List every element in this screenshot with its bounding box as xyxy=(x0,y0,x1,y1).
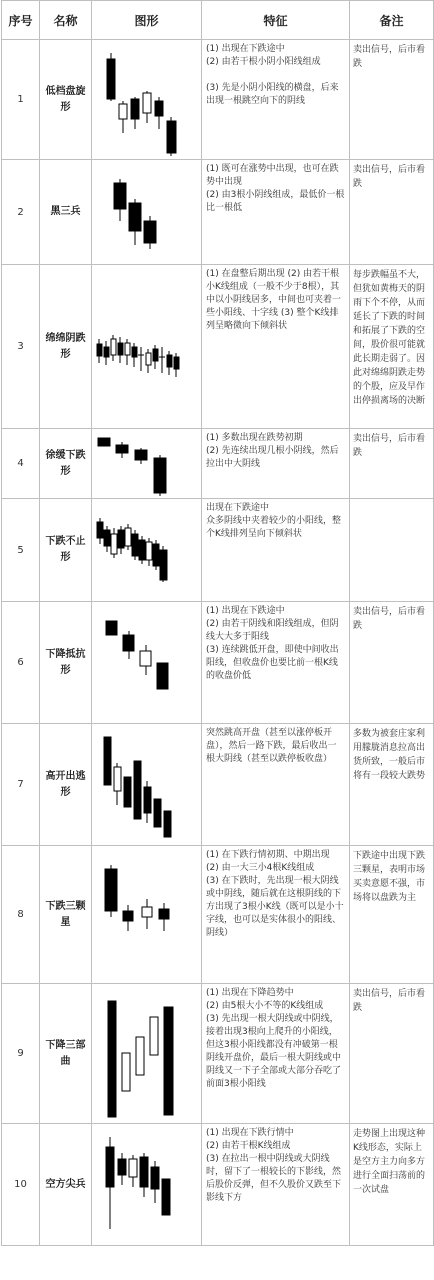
row-number: 9 xyxy=(2,984,40,1124)
table-row xyxy=(2,429,434,499)
candle-chart-three-stars-decline xyxy=(92,847,202,983)
pattern-figure xyxy=(92,1124,202,1246)
pattern-name: 绵绵阴跌 形 xyxy=(40,265,92,429)
pattern-name: 下降三部 曲 xyxy=(40,984,92,1124)
pattern-feature: (1) 出现在下跌途中 (2) 由若干根小阴小阳线组成 (3) 先是小阴小阳线的横盘，后来出现一根跳空向下的阴线 xyxy=(202,40,350,160)
pattern-figure xyxy=(92,429,202,499)
pattern-name: 徐缓下跌 形 xyxy=(40,429,92,499)
pattern-name: 空方尖兵 xyxy=(40,1124,92,1246)
row-number: 1 xyxy=(2,40,40,160)
candlestick-pattern-table xyxy=(1,0,434,1246)
pattern-figure xyxy=(92,724,202,846)
row-number: 8 xyxy=(2,846,40,984)
header-feature: 特征 xyxy=(202,1,350,40)
pattern-note: 多数为被套庄家利用朦胧消息拉高出货所致，一般后市将有一段较大跌势 xyxy=(350,724,434,846)
row-number: 4 xyxy=(2,429,40,499)
pattern-feature: 突然跳高开盘（甚至以涨停板开盘），然后一路下跌，最后收出一根大阴线（甚至以跌停板收盘） xyxy=(202,724,350,846)
pattern-note: 卖出信号，后市看跌 xyxy=(350,602,434,724)
pattern-feature: (1) 出现在下跌行情中 (2) 由若干根K线组成 (3) 在拉出一根中阴线或大阴线时，留下了一根较长的下影线，然后股价反弹，但不久股价又跌至下影线下方 xyxy=(202,1124,350,1246)
table-row xyxy=(2,984,434,1124)
pattern-feature: (1) 出现在下降趋势中 (2) 由5根大小不等的K线组成 (3) 先出现一根大阴线或中阴线，接着出现3根向上爬升的小阳线，但这3根小阳线都没有冲破第一根阴线开盘价，最后一根大阴线或中阴线又一下子全部或大部分吞吃了前面3根小阳线 xyxy=(202,984,350,1124)
candle-chart-downward-resistance xyxy=(92,603,202,723)
table-row xyxy=(2,724,434,846)
pattern-note: 卖出信号，后市看跌 xyxy=(350,429,434,499)
header-name: 名称 xyxy=(40,1,92,40)
pattern-name: 下降抵抗 形 xyxy=(40,602,92,724)
pattern-note xyxy=(350,499,434,602)
pattern-name: 高开出逃 形 xyxy=(40,724,92,846)
pattern-feature: (1) 既可在涨势中出现，也可在跌势中出现 (2) 由3根小阴线组成，最低价一根比一根低 xyxy=(202,160,350,265)
table-row xyxy=(2,602,434,724)
pattern-figure xyxy=(92,265,202,429)
candle-chart-bear-vanguard xyxy=(92,1125,202,1245)
row-number: 3 xyxy=(2,265,40,429)
pattern-note: 卖出信号，后市看跌 xyxy=(350,40,434,160)
pattern-figure xyxy=(92,984,202,1124)
row-number: 10 xyxy=(2,1124,40,1246)
table-header-row xyxy=(2,1,434,40)
candle-chart-continuous-decline xyxy=(92,500,202,600)
candle-chart-three-black-crows xyxy=(92,161,202,264)
candle-chart-low-level-consolidation xyxy=(92,41,202,159)
table-row xyxy=(2,160,434,265)
pattern-note: 每步跌幅虽不大，但犹如黄梅天的阴雨下个不停，从而延长了下跌的时间和拓展了下跌的空间，股价很可能就此长期走弱了。因此对绵绵阴跌走势的个股，应及早作出停损离场的决断 xyxy=(350,265,434,429)
pattern-name: 下跌三颗 星 xyxy=(40,846,92,984)
table-row xyxy=(2,499,434,602)
candle-chart-gradual-decline xyxy=(92,430,202,498)
candle-chart-high-open-escape xyxy=(92,725,202,845)
pattern-figure xyxy=(92,499,202,602)
pattern-note: 下跌途中出现下跌三颗星，表明市场买卖意愿不强，市场将以盘跌为主 xyxy=(350,846,434,984)
pattern-name: 低档盘旋 形 xyxy=(40,40,92,160)
pattern-feature: (1) 出现在下跌途中 (2) 由若干阴线和阳线组成，但阴线大大多于阳线 (3) 连续跳低开盘，即使中间收出阳线，但收盘价也要比前一根K线的收盘价低 xyxy=(202,602,350,724)
row-number: 6 xyxy=(2,602,40,724)
pattern-note: 卖出信号，后市看跌 xyxy=(350,984,434,1124)
pattern-note: 卖出信号，后市看跌 xyxy=(350,160,434,265)
pattern-note: 走势图上出现这种K线形态，实际上是空方主力向多方进行全面扫荡前的一次试盘 xyxy=(350,1124,434,1246)
table-row xyxy=(2,40,434,160)
candle-chart-falling-three-methods xyxy=(92,985,202,1123)
row-number: 2 xyxy=(2,160,40,265)
row-number: 7 xyxy=(2,724,40,846)
pattern-feature: (1) 多数出现在跌势初期 (2) 先连续出现几根小阴线，然后拉出中大阴线 xyxy=(202,429,350,499)
pattern-feature: (1) 在下跌行情初期、中期出现 (2) 由一大三小4根K线组成 (3) 在下跌时，先出现一根大阴线或中阴线，随后就在这根阴线的下方出现了3根小K线（既可以是小十字线，也可以是实体很小的阳线、阴线） xyxy=(202,846,350,984)
pattern-figure xyxy=(92,40,202,160)
table-row xyxy=(2,1124,434,1246)
header-no: 序号 xyxy=(2,1,40,40)
table-row xyxy=(2,846,434,984)
row-number: 5 xyxy=(2,499,40,602)
pattern-name: 黑三兵 xyxy=(40,160,92,265)
pattern-figure xyxy=(92,602,202,724)
pattern-name: 下跌不止 形 xyxy=(40,499,92,602)
pattern-feature: (1) 在盘整后期出现 (2) 由若干根小K线组成（一般不少于8根），其中以小阴线居多，中间也可夹着一些小阳线、十字线 (3) 整个K线排列呈略微向下倾斜状 xyxy=(202,265,350,429)
header-figure: 图形 xyxy=(92,1,202,40)
header-note: 备注 xyxy=(350,1,434,40)
pattern-feature: 出现在下跌途中 众多阴线中夹着较少的小阳线，整个K线排列呈向下倾斜状 xyxy=(202,499,350,602)
pattern-figure xyxy=(92,160,202,265)
candle-chart-slow-decline xyxy=(92,267,202,427)
table-row xyxy=(2,265,434,429)
pattern-figure xyxy=(92,846,202,984)
